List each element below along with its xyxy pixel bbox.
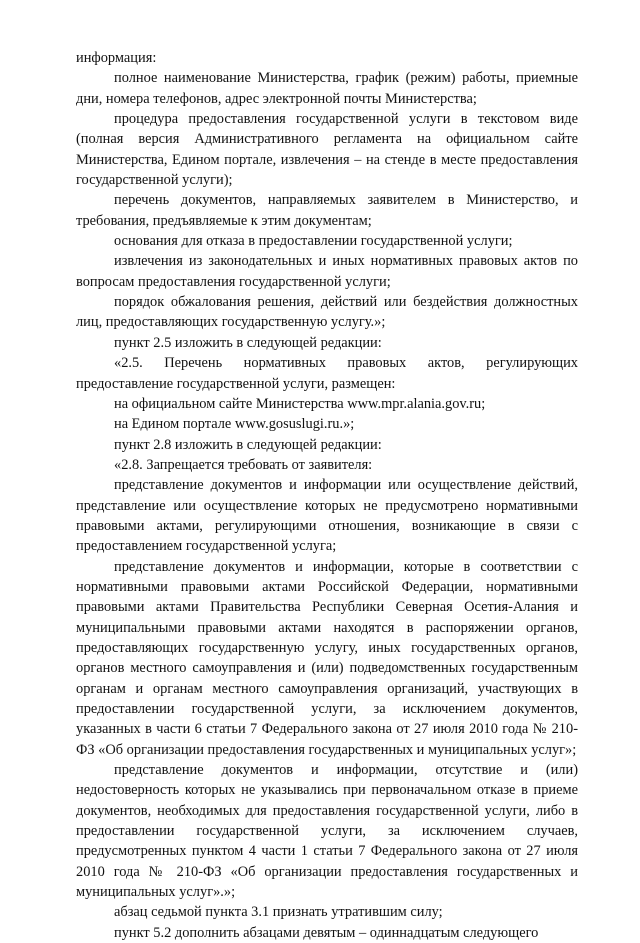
text-paragraph: представление документов и информации, отсутствие и (или) недостоверность которых не указывались при первоначальном отказе в приеме документов, необходимых для предоставления государственной услуги, либо в предоставлении государственной услуги, за исключением случаев, предусмотренных пунктом 4 части 1 статьи 7 Федерального закона от 27 июля 2010 года № 210-ФЗ «Об организации предоставления государственных и муниципальных услуг».»; bbox=[76, 762, 578, 901]
text-paragraph: извлечения из законодательных и иных нормативных правовых актов по вопросам предоставления государственной услуги; bbox=[76, 253, 578, 290]
text-paragraph: «2.8. Запрещается требовать от заявителя: bbox=[114, 456, 373, 473]
text-paragraph: полное наименование Министерства, график (режим) работы, приемные дни, номера телефонов, адрес электронной почты Министерства; bbox=[76, 70, 578, 107]
text-paragraph: процедура предоставления государственной услуги в текстовом виде (полная версия Административного регламента на официальном сайте Министерства, Едином портале, извлечения – на стенде в месте предоставления государственной услуги); bbox=[76, 111, 578, 189]
text-paragraph: порядок обжалования решения, действий или бездействия должностных лиц, предоставляющих государственную услугу.»; bbox=[76, 294, 578, 331]
text-paragraph: пункт 2.8 изложить в следующей редакции: bbox=[114, 436, 382, 453]
text-paragraph: пункт 5.2 дополнить абзацами девятым – одиннадцатым следующего bbox=[114, 924, 539, 941]
text-paragraph: представление документов и информации или осуществление действий, представление или осуществление которых не предусмотрено нормативными правовыми актами, регулирующими отношения, возникающие в связи с предоставлением государственной услуга; bbox=[76, 477, 578, 555]
document-page bbox=[76, 48, 578, 943]
text-paragraph: «2.5. Перечень нормативных правовых актов, регулирующих предоставление государственной услуги, размещен: bbox=[76, 355, 578, 392]
text-paragraph: информация: bbox=[76, 50, 157, 66]
text-paragraph: на официальном сайте Министерства www.mpr.alania.gov.ru; bbox=[114, 395, 486, 412]
text-paragraph: на Едином портале www.gosuslugi.ru.»; bbox=[114, 416, 355, 433]
text-paragraph: представление документов и информации, которые в соответствии с нормативными правовыми актами Российской Федерации, нормативными правовыми актами Правительства Республики Северная Осетия-Алания и муниципальными правовыми актами находятся в распоряжении органов, предоставляющих государственную услугу, иных государственных органов, органов местного самоуправления и (или) подведомственных государственным органам и органам местного самоуправления организаций, участвующих в предоставлении государственной услуги, за исключением документов, указанных в части 6 статьи 7 Федерального закона от 27 июля 2010 года № 210-ФЗ «Об организации предоставления государственных и муниципальных услуг»; bbox=[76, 558, 578, 758]
text-paragraph: абзац седьмой пункта 3.1 признать утратившим силу; bbox=[114, 904, 443, 921]
text-paragraph: перечень документов, направляемых заявителем в Министерство, и требования, предъявляемые к этим документам; bbox=[76, 192, 578, 229]
text-paragraph: основания для отказа в предоставлении государственной услуги; bbox=[114, 233, 513, 250]
text-paragraph: пункт 2.5 изложить в следующей редакции: bbox=[114, 334, 382, 351]
